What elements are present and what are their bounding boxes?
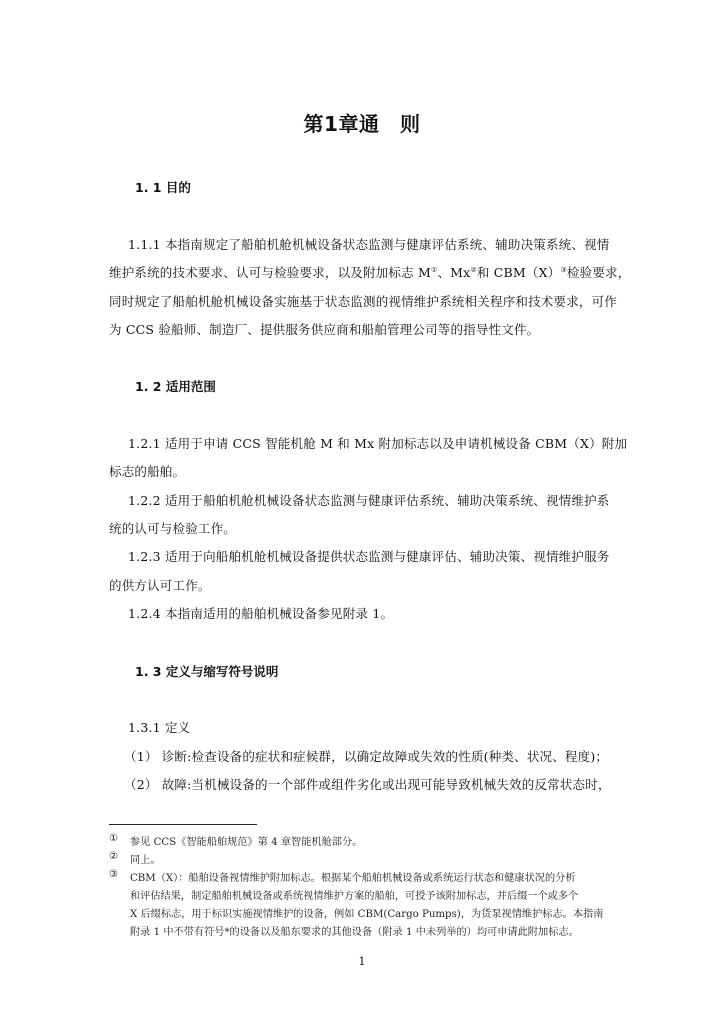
footnote-2-line1: 同上。 <box>130 855 161 866</box>
footnote-mark-3: ③ <box>109 869 119 880</box>
footnote-3-line4: 附录 1 中不带有符号*的设备以及船东要求的其他设备（附录 1 中未列举的）均可申请此附加标志。 <box>130 927 579 938</box>
para-1-2-4-line1: 1.2.4 本指南适用的船舶机械设备参见附录 1。 <box>128 606 394 621</box>
para-1-2-1-line1: 1.2.1 适用于申请 CCS 智能机舱 M 和 Mx 附加标志以及申请机械设备 CBM（X）附加 <box>128 436 628 451</box>
footnote-separator <box>109 824 257 825</box>
page-number: 1 <box>358 955 366 968</box>
section-heading-1-2: 1. 2 适用范围 <box>135 379 216 394</box>
para-1-1-1-line2-b: 、Mx <box>437 265 471 280</box>
para-1-2-3-line1: 1.2.3 适用于向船舶机舱机械设备提供状态监测与健康评估、辅助决策、视情维护服务 <box>128 549 610 564</box>
para-1-2-1-line2: 标志的船舶。 <box>109 464 186 479</box>
footnote-3-line3: X 后缀标志，用于标识实施视情维护的设备，例如 CBM(Cargo Pumps)，为货泵视情维护标志。本指南 <box>130 909 604 920</box>
para-1-1-1-line2-c: 和 CBM（X） <box>476 265 561 280</box>
para-1-2-2-line2: 统的认可与检验工作。 <box>109 521 237 536</box>
para-1-1-1-line2-d: 检验要求， <box>566 265 631 280</box>
definition-item-2: （2） 故障:当机械设备的一个部件或组件劣化或出现可能导致机械失效的反常状态时， <box>124 777 611 792</box>
para-1-1-1-line4: 为 CCS 验船师、制造厂、提供服务供应商和船舶管理公司等的指导性文件。 <box>109 322 540 337</box>
para-1-1-1-line3: 同时规定了船舶机舱机械设备实施基于状态监测的视情维护系统相关程序和技术要求，可作 <box>109 294 618 309</box>
definition-item-1: （1） 诊断:检查设备的症状和症候群，以确定故障或失效的性质(种类、状况、程度)； <box>124 749 609 764</box>
footnote-mark-1: ① <box>109 833 119 844</box>
footnote-3-line2: 和评估结果，制定船舶机械设备或系统视情维护方案的船舶，可授予该附加标志，并后缀一个或多个 <box>130 891 579 902</box>
para-1-3-1-heading: 1.3.1 定义 <box>128 720 191 735</box>
footnote-ref-3: ③ <box>560 266 567 274</box>
para-1-1-1-line2-a: 维护系统的技术要求、认可与检验要求，以及附加标志 M <box>109 265 431 280</box>
footnote-3-line1: CBM（X）：船舶设备视情维护附加标志。根据某个船舶机械设备或系统运行状态和健康状况的分析 <box>130 873 576 884</box>
footnote-mark-2: ② <box>109 851 119 862</box>
footnote-ref-1: ① <box>430 266 438 274</box>
para-1-1-1-line1: 1.1.1 本指南规定了船舶机舱机械设备状态监测与健康评估系统、辅助决策系统、视情 <box>128 237 610 252</box>
para-1-2-3-line2: 的供方认可工作。 <box>109 578 211 593</box>
chapter-title: 第1章通 则 <box>303 112 421 136</box>
footnote-ref-2: ② <box>470 266 477 274</box>
section-heading-1-3: 1. 3 定义与缩写符号说明 <box>135 664 279 679</box>
para-1-2-2-line1: 1.2.2 适用于船舶机舱机械设备状态监测与健康评估系统、辅助决策系统、视情维护系 <box>128 493 610 508</box>
para-1-1-1-line2 <box>109 263 630 281</box>
section-heading-1-1: 1. 1 目的 <box>135 180 191 195</box>
footnote-1-line1: 参见 CCS《智能船舶规范》第 4 章智能机舱部分。 <box>130 837 363 848</box>
